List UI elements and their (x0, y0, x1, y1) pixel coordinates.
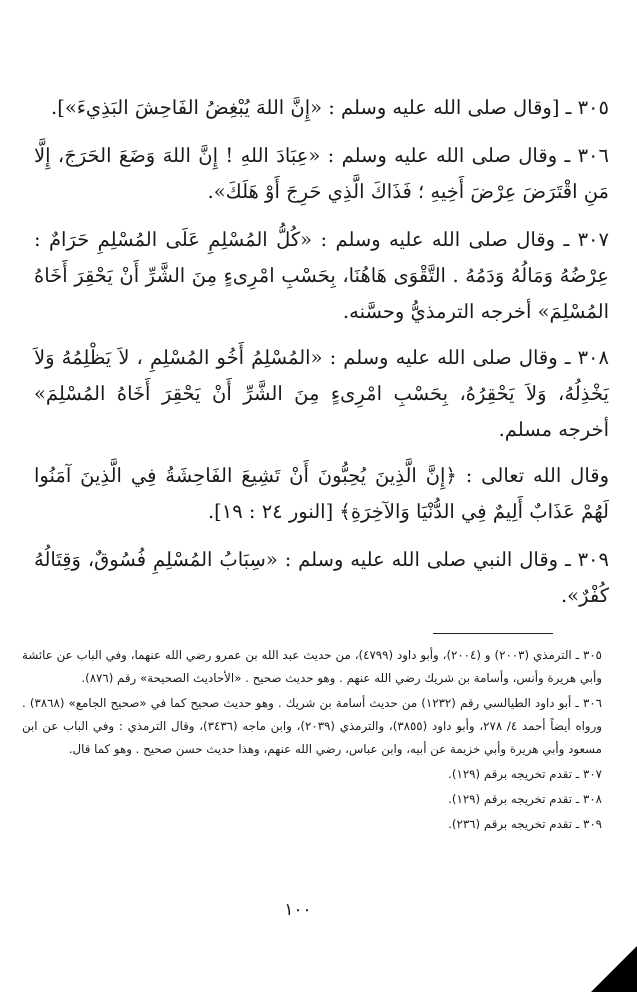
quran-verse: وقال الله تعالى : ﴿إِنَّ الَّذِينَ يُحِبُّونَ أَنْ تَشِيعَ الفَاحِشَةُ فِي الَّذِينَ آمَنُوا لَهُمْ عَذَابٌ أَلِيمٌ فِي الدُّنْيَا وَالآخِرَةِ﴾ [النور ٢٤ : ١٩]. (34, 464, 609, 523)
footnote-307: ٣٠٧ ـ تقدم تخريجه برقم (١٢٩). (448, 767, 602, 781)
footnote-separator (433, 633, 553, 634)
hadith-309: ٣٠٩ ـ وقال النبي صلى الله عليه وسلم : «سِبَابُ المُسْلِمِ فُسُوقٌ، وَقِتَالُهُ كُفْرٌ». (34, 548, 609, 607)
hadith-305: ٣٠٥ ـ [وقال صلى الله عليه وسلم : «إِنَّ اللهَ يُبْغِضُ الفَاحِشَ البَذِيءَ»]. (51, 96, 609, 119)
footnote-309: ٣٠٩ ـ تقدم تخريجه برقم (٢٣٦). (448, 817, 602, 831)
page-number: ١٠٠ (284, 900, 312, 920)
footnote-308: ٣٠٨ ـ تقدم تخريجه برقم (١٢٩). (448, 792, 602, 806)
scan-corner-shadow (591, 946, 637, 992)
footnote-305: ٣٠٥ ـ الترمذي (٢٠٠٣) و (٢٠٠٤)، وأبو داود (٤٧٩٩)، من حديث عبد الله بن عمرو رضي الله عنهما، وفي الباب عن عائشة وأبي هريرة وأنس، وأسامة بن شريك رضي الله عنهم . وهو حديث صحيح . «الأحاديث الصحيحة» رقم (٨٧٦). (22, 648, 602, 685)
hadith-308: ٣٠٨ ـ وقال صلى الله عليه وسلم : «المُسْلِمُ أَخُو المُسْلِمِ ، لاَ يَظْلِمُهُ وَلاَ يَخْذِلُهُ، وَلاَ يَحْقِرُهُ، بِحَسْبِ امْرِىءٍ مِنَ الشَّرِّ أَنْ يَحْقِرَ أَخَاهُ المُسْلِمَ» أخرجه مسلم. (34, 346, 609, 441)
footnote-306: ٣٠٦ ـ أبو داود الطيالسي رقم (١٢٣٢) من حديث أسامة بن شريك . وهو حديث صحيح كما في «صحيح الجامع» (٣٨٦٨) . ورواه أيضاً أحمد ٤/ ٢٧٨، وأبو داود (٣٨٥٥)، والترمذي (٢٠٣٩)، وابن ماجه (٣٤٣٦)، وقال الترمذي : وفي الباب عن ابن مسعود وأبي هريرة وأبي خزيمة عن أبيه، وابن عباس، رضي الله عنهم، وهذا حديث حسن صحيح . وهو كما قال. (22, 696, 602, 756)
hadith-306: ٣٠٦ ـ وقال صلى الله عليه وسلم : «عِبَادَ اللهِ ! إِنَّ اللهَ وَضَعَ الحَرَجَ، إِلَّا مَنِ اقْتَرَضَ عِرْضَ أَخِيهِ ؛ فَذَاكَ الَّذِي حَرِجَ أَوْ هَلَكَ». (34, 144, 609, 203)
hadith-307: ٣٠٧ ـ وقال صلى الله عليه وسلم : «كُلُّ المُسْلِمِ عَلَى المُسْلِمِ حَرَامٌ : عِرْضُهُ وَمَالُهُ وَدَمُهُ . التَّقْوَى هَاهُنَا، بِحَسْبِ امْرِىءٍ مِنَ الشَّرِّ أَنْ يَحْقِرَ أَخَاهُ المُسْلِمَ» أخرجه الترمذيُّ وحسَّنه. (34, 228, 609, 323)
footnotes (22, 644, 602, 838)
main-text (34, 90, 609, 626)
